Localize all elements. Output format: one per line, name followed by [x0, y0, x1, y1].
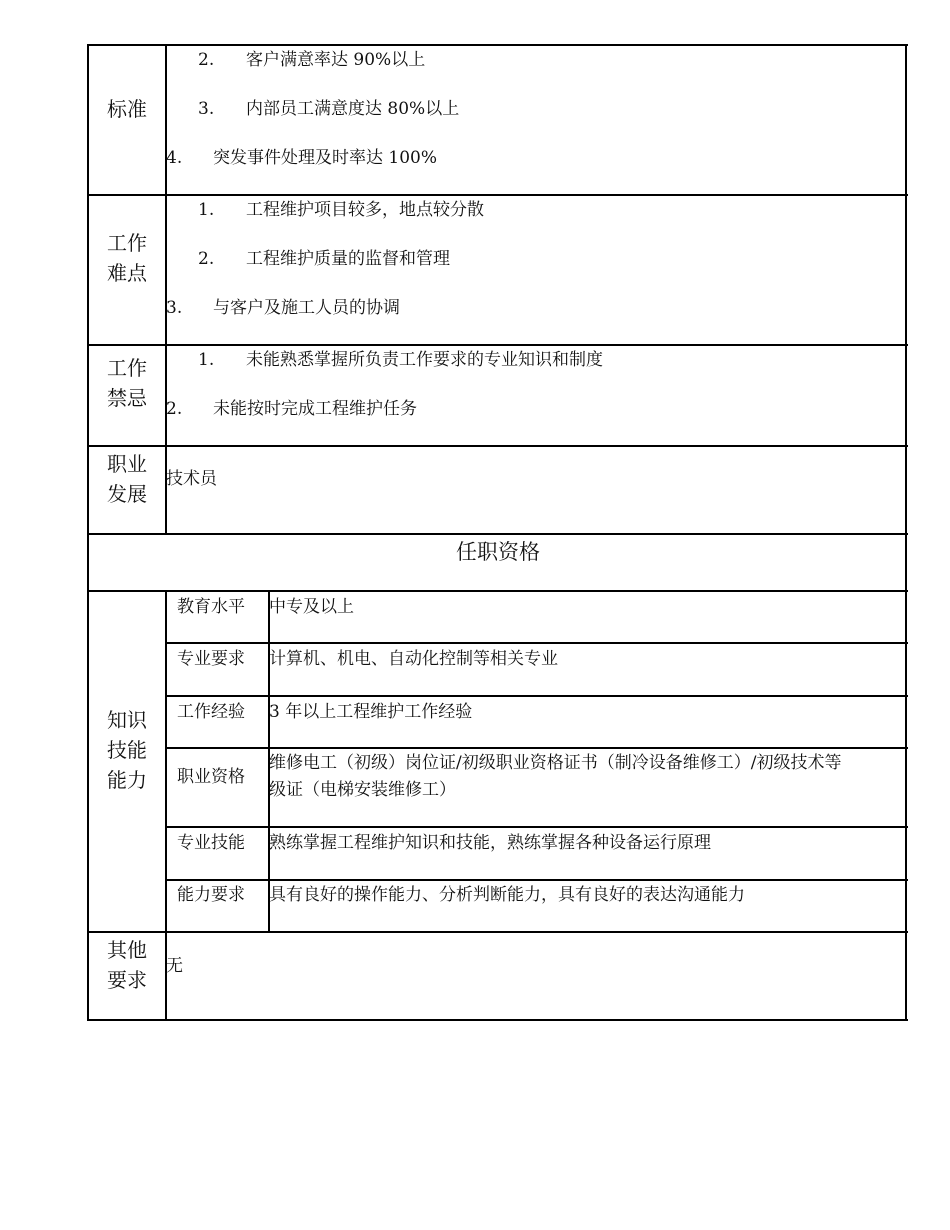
career-label: [88, 449, 166, 509]
row-key: 教育水平: [177, 597, 245, 617]
label-line: 发展: [107, 482, 147, 506]
section-title: 任职资格: [456, 540, 540, 564]
label-line: 职业: [107, 452, 147, 476]
row-divider: [166, 642, 908, 644]
row-key: 工作经验: [177, 702, 245, 722]
row-value: 维修电工（初级）岗位证/初级职业资格证书（制冷设备维修工）/初级技术等: [269, 753, 842, 773]
row-divider: [166, 747, 908, 749]
label-line: 其他: [107, 938, 147, 962]
standard-label: 标准: [107, 97, 147, 121]
list-item: 客户满意率达 90%以上: [246, 50, 426, 70]
label-line: 工作: [107, 356, 147, 380]
list-number: 2.: [198, 249, 215, 269]
list-item: 未能熟悉掌握所负责工作要求的专业知识和制度: [246, 350, 603, 370]
row-divider: [88, 445, 908, 447]
row-divider: [88, 931, 908, 933]
list-item: 工程维护质量的监督和管理: [246, 249, 450, 269]
row-key: 专业技能: [177, 833, 245, 853]
row-value: 熟练掌握工程维护知识和技能，熟练掌握各种设备运行原理: [269, 833, 711, 853]
row-value: 3 年以上工程维护工作经验: [269, 702, 473, 722]
list-item: 内部员工满意度达 80%以上: [246, 99, 460, 119]
list-number: 3.: [198, 99, 215, 119]
label-line: 知识: [107, 708, 147, 732]
list-number: 1.: [198, 200, 215, 220]
table-border: [905, 44, 907, 1021]
label-line: 工作: [107, 231, 147, 255]
label-line: 要求: [107, 968, 147, 992]
row-divider: [166, 879, 908, 881]
row-value: 计算机、机电、自动化控制等相关专业: [269, 649, 558, 669]
difficulty-label: [88, 228, 166, 288]
row-value-continued: 级证（电梯安装维修工）: [269, 780, 456, 800]
list-number: 4.: [166, 148, 183, 168]
label-line: 技能: [107, 738, 147, 762]
table-border: [88, 1019, 908, 1021]
list-number: 1.: [198, 350, 215, 370]
row-key: 职业资格: [177, 767, 245, 787]
label-line: 禁忌: [107, 386, 147, 410]
other-value: 无: [166, 956, 183, 976]
list-item: 突发事件处理及时率达 100%: [213, 148, 438, 168]
row-divider: [166, 826, 908, 828]
list-item: 与客户及施工人员的协调: [213, 298, 400, 318]
list-number: 2.: [166, 399, 183, 419]
knowledge-label: [88, 705, 166, 795]
row-key: 专业要求: [177, 649, 245, 669]
career-value: 技术员: [166, 469, 217, 489]
label-line: 能力: [107, 768, 147, 792]
row-divider: [88, 344, 908, 346]
list-number: 2.: [198, 50, 215, 70]
row-divider: [88, 194, 908, 196]
list-item: 工程维护项目较多，地点较分散: [246, 200, 484, 220]
row-divider: [166, 695, 908, 697]
taboo-label: [88, 353, 166, 413]
other-label: [88, 935, 166, 995]
row-value: 中专及以上: [269, 597, 354, 617]
row-divider: [88, 533, 908, 535]
row-key: 能力要求: [177, 885, 245, 905]
row-value: 具有良好的操作能力、分析判断能力，具有良好的表达沟通能力: [269, 885, 745, 905]
table-border: [87, 44, 89, 1021]
list-item: 未能按时完成工程维护任务: [213, 399, 417, 419]
label-line: 难点: [107, 261, 147, 285]
row-divider: [88, 590, 908, 592]
table-border: [88, 44, 908, 46]
list-number: 3.: [166, 298, 183, 318]
